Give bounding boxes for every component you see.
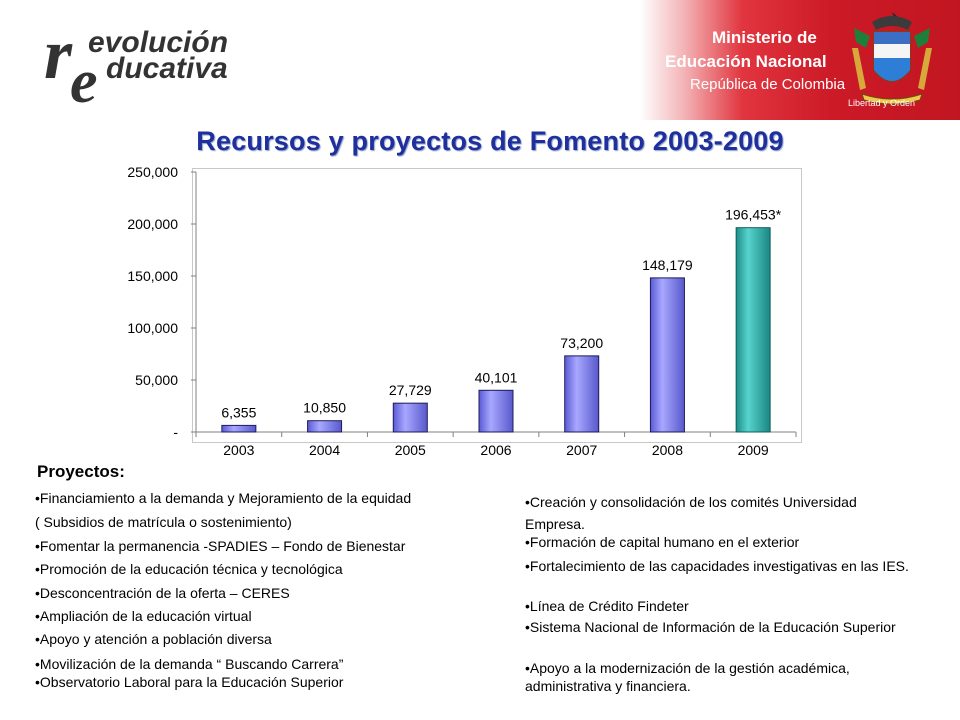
- data-label: 27,729: [388, 382, 432, 399]
- y-tick-label: 50,000: [135, 372, 178, 388]
- y-tick-label: 250,000: [127, 164, 178, 180]
- list-item: •Fomentar la permanencia -SPADIES – Fondo de Bienestar: [35, 538, 406, 554]
- list-item: ( Subsidios de matrícula o sostenimiento): [35, 514, 292, 530]
- bar: [736, 228, 770, 432]
- bar: [393, 403, 427, 432]
- bar: [222, 425, 256, 432]
- list-item: •Formación de capital humano en el exterior: [525, 534, 800, 550]
- list-item: •Movilización de la demanda “ Buscando Carrera”: [35, 656, 344, 672]
- list-item: •Sistema Nacional de Información de la Educación Superior: [525, 619, 896, 635]
- list-item: •Financiamiento a la demanda y Mejoramiento de la equidad: [35, 490, 412, 506]
- colombia-coat-of-arms-icon: [836, 8, 948, 112]
- revolucion-educativa-logo: [44, 14, 254, 106]
- list-item: •Línea de Crédito Findeter: [525, 598, 689, 614]
- list-item: •Fortalecimiento de las capacidades investigativas en las IES.: [525, 558, 909, 574]
- y-tick-label: 150,000: [127, 268, 178, 284]
- data-label: 10,850: [303, 399, 346, 416]
- bar: [479, 390, 513, 432]
- data-label: 6,355: [221, 404, 257, 421]
- list-item: •Creación y consolidación de los comités Universidad Empresa.: [525, 494, 857, 532]
- bar: [308, 421, 342, 432]
- data-label: 73,200: [560, 334, 604, 351]
- bar-chart: [0, 160, 960, 460]
- page-title: Recursos y proyectos de Fomento 2003-2009: [196, 126, 784, 156]
- bar: [650, 278, 684, 432]
- x-tick-label: 2006: [480, 442, 512, 458]
- y-tick-label: 100,000: [127, 320, 178, 336]
- data-label: 148,179: [642, 256, 693, 273]
- list-item: •Apoyo a la modernización de la gestión académica, administrativa y financiera.: [525, 660, 850, 694]
- list-item: •Apoyo y atención a población diversa: [35, 631, 272, 647]
- y-tick-label: 200,000: [127, 216, 178, 232]
- logo-word-top: evolución: [88, 26, 229, 59]
- logo-initial-e: e: [70, 48, 98, 106]
- x-tick-label: 2005: [394, 442, 426, 458]
- x-tick-label: 2004: [308, 442, 341, 458]
- x-tick-label: 2008: [651, 442, 684, 458]
- header-bar: [0, 0, 960, 120]
- projects-heading: Proyectos:: [37, 462, 125, 481]
- x-tick-label: 2003: [223, 442, 255, 458]
- ministry-name-line2: Educación Nacional: [665, 52, 827, 71]
- y-tick-label: -: [173, 424, 178, 440]
- logo-word-bottom: ducativa: [106, 52, 228, 85]
- data-label: 196,453*: [725, 206, 782, 223]
- ministry-name-line1: Ministerio de: [712, 28, 817, 47]
- list-item: •Observatorio Laboral para la Educación Superior: [35, 674, 344, 690]
- crest-motto: Libertad y Orden: [848, 98, 916, 108]
- list-item: •Promoción de la educación técnica y tecnológica: [35, 561, 343, 577]
- x-tick-label: 2009: [737, 442, 769, 458]
- list-item: •Ampliación de la educación virtual: [35, 608, 252, 624]
- x-tick-label: 2007: [566, 442, 598, 458]
- bar: [565, 356, 599, 432]
- logo-initial-r: r: [44, 14, 73, 94]
- data-label: 40,101: [474, 369, 518, 386]
- list-item: •Desconcentración de la oferta – CERES: [35, 585, 290, 601]
- ministry-name-line3: República de Colombia: [690, 76, 846, 93]
